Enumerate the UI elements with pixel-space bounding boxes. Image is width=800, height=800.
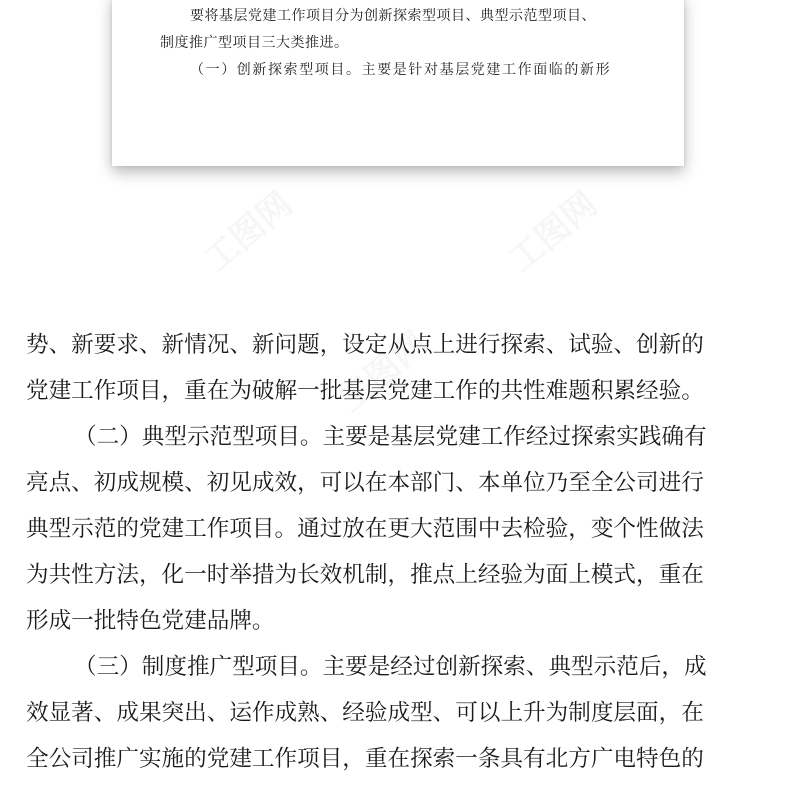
body-line: （二）典型示范型项目。主要是基层党建工作经过探索实践确有 [74, 424, 707, 450]
preview-line-1: 要将基层党建工作项目分为创新探索型项目、典型示范型项目、 [190, 8, 596, 24]
body-line: 为共性方法，化一时举措为长效机制，推点上经验为面上模式，重在 [26, 562, 704, 588]
preview-line-2: 制度推广型项目三大类推进。 [160, 35, 349, 51]
body-line: 党建工作项目，重在为破解一批基层党建工作的共性难题积累经验。 [26, 378, 704, 404]
body-line: 全公司推广实施的党建工作项目，重在探索一条具有北方广电特色的 [26, 746, 704, 772]
body-line: 势、新要求、新情况、新问题，设定从点上进行探索、试验、创新的 [26, 332, 704, 358]
preview-line-3: （一）创新探索型项目。主要是针对基层党建工作面临的新形 [190, 62, 612, 78]
document-preview-card [112, 0, 684, 166]
body-line: 效显著、成果突出、运作成熟、经验成型、可以上升为制度层面，在 [26, 700, 704, 726]
watermark-logo: 工图网 [196, 184, 301, 281]
body-line: 亮点、初成规模、初见成效，可以在本部门、本单位乃至全公司进行 [26, 470, 704, 496]
page-bottom-edge [0, 786, 800, 800]
body-line: 典型示范的党建工作项目。通过放在更大范围中去检验，变个性做法 [26, 516, 704, 542]
watermark-logo: 工图网 [501, 184, 606, 281]
document-body [26, 322, 778, 782]
watermark-logo: 工图网 [331, 324, 436, 421]
body-line: （三）制度推广型项目。主要是经过创新探索、典型示范后，成 [74, 654, 707, 680]
body-line: 形成一批特色党建品牌。 [26, 608, 275, 634]
